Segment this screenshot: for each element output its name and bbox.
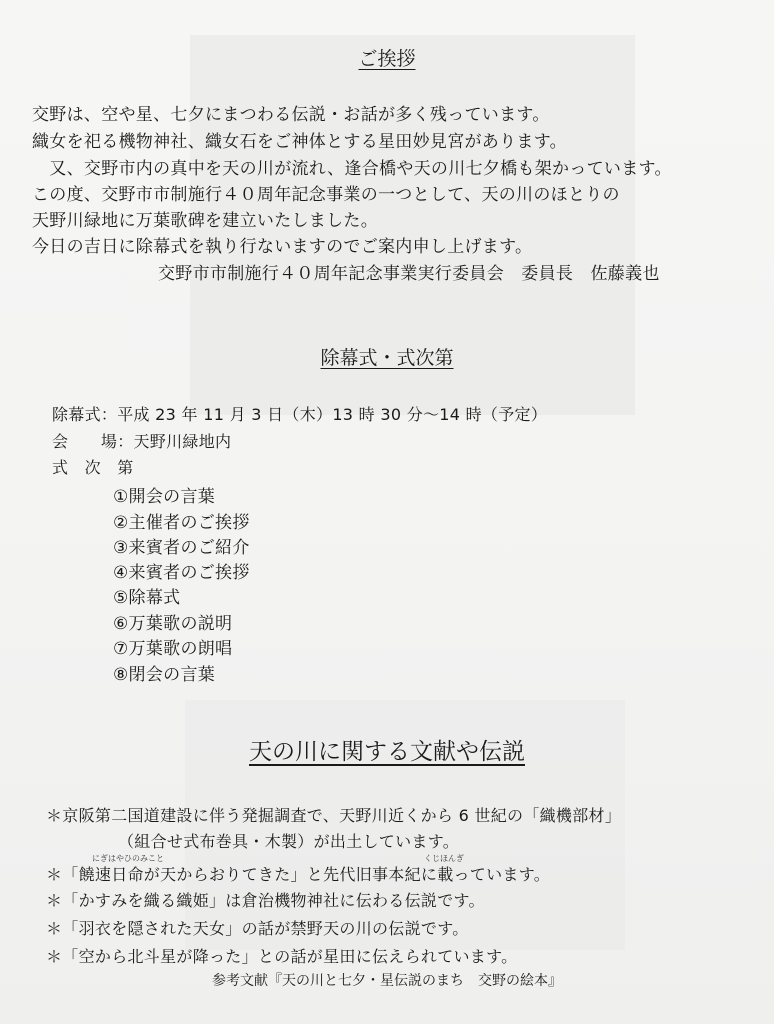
legend-item: （組合せ式布巻具・木製）が出土しています。 [118, 832, 460, 851]
ceremony-date: 除幕式：平成 23 年 11 月 3 日（木）13 時 30 分～14 時（予定） [52, 405, 548, 424]
greeting-line: 織女を祀る機物神社、織女石をご神体とする星田妙見宮があります。 [32, 132, 567, 152]
legend-item: ＊京阪第二国道建設に伴う発掘調査で、天野川近くから 6 世紀の「織機部材」 [46, 806, 622, 825]
program-item: ③来賓者のご紹介 [113, 538, 250, 558]
legend-item: ＊「空から北斗星が降った」との話が星田に伝えられています。 [46, 947, 518, 966]
greeting-line: 又、交野市内の真中を天の川が流れ、逢合橋や天の川七夕橋も架かっています。 [32, 159, 672, 179]
program-item: ⑦万葉歌の朗唱 [113, 639, 233, 659]
greeting-line: 交野は、空や星、七夕にまつわる伝説・お話が多く残っています。 [32, 105, 550, 125]
program-item: ④来賓者のご挨拶 [113, 563, 250, 583]
reference-line: 参考文献『天の川と七夕・星伝説のまち 交野の絵本』 [212, 973, 562, 989]
ceremony-venue: 会 場：天野川緑地内 [52, 432, 232, 451]
program-item: ⑥万葉歌の説明 [113, 614, 233, 634]
legends-title: 天の川に関する文献や伝説 [249, 739, 525, 765]
program-item: ⑧閉会の言葉 [113, 665, 216, 685]
legend-item: ＊「饒速日命が天からおりてきた」と先代旧事本紀に載っています。 [46, 865, 551, 884]
program-item: ①開会の言葉 [113, 487, 216, 507]
program-item: ②主催者のご挨拶 [113, 513, 250, 533]
legend-item: ＊「羽衣を隠された天女」の話が禁野天の川の伝説です。 [46, 919, 469, 938]
program-label: 式 次 第 [52, 458, 134, 477]
greeting-signature: 交野市市制施行４０周年記念事業実行委員会 委員長 佐藤義也 [158, 264, 660, 284]
program-item: ⑤除幕式 [113, 588, 181, 608]
ruby-kujihongi: くじほんぎ [424, 854, 464, 863]
greeting-line: 今日の吉日に除幕式を執り行ないますのでご案内申し上げます。 [32, 237, 533, 257]
greeting-line: この度、交野市市制施行４０周年記念事業の一つとして、天の川のほとりの [32, 185, 620, 205]
ceremony-title: 除幕式・式次第 [320, 347, 454, 369]
greeting-line: 天野川緑地に万葉歌碑を建立いたしました。 [32, 211, 378, 231]
greeting-title: ご挨拶 [358, 48, 416, 70]
ruby-nigihayahi: にぎはやひのみこと [92, 854, 164, 863]
legend-item: ＊「かすみを織る織姫」は倉治機物神社に伝わる伝説です。 [46, 891, 485, 910]
